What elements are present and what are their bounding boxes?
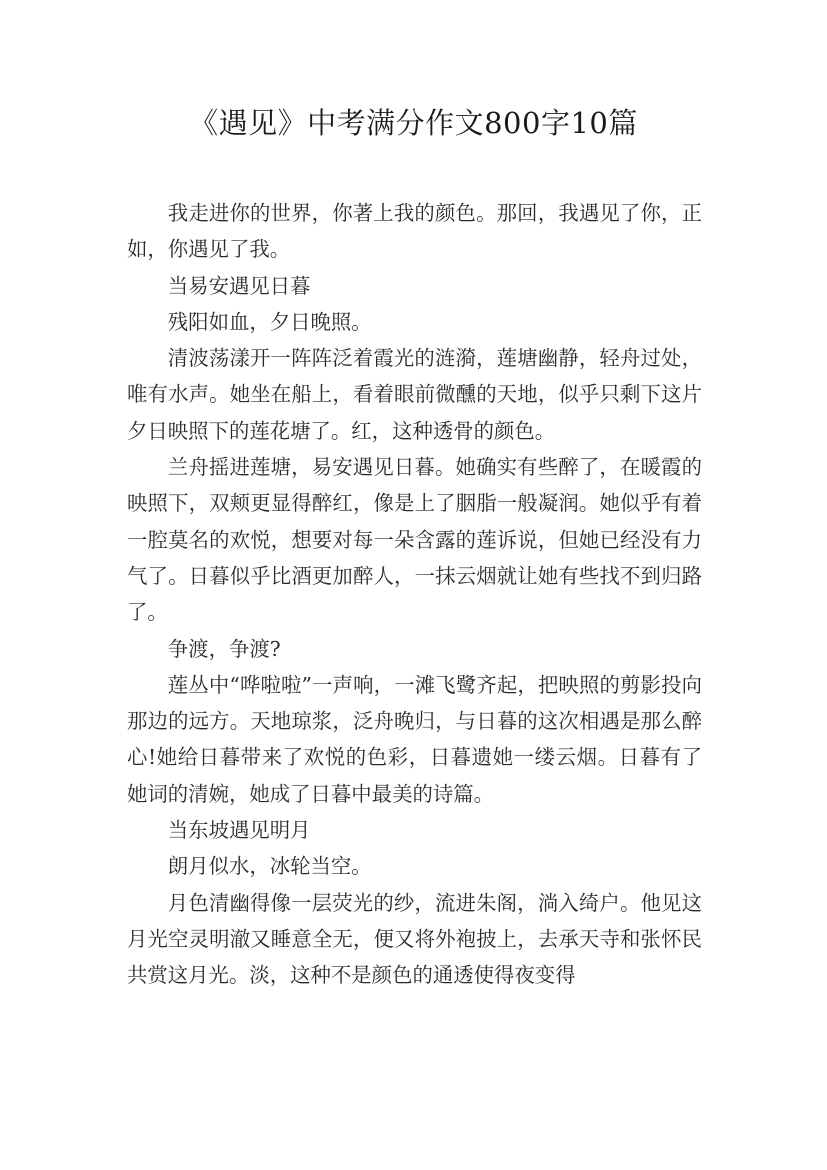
document-title: 《遇见》中考满分作文800字10篇 [189,106,638,140]
section-heading: 当东坡遇见明月 [167,818,311,843]
paragraph: 残阳如血，夕日晚照。 [167,309,372,334]
section-heading: 当易安遇见日暮 [167,273,311,298]
paragraph: 月色清幽得像一层荧光的纱，流进朱阁，淌入绮户。他见这月光空灵明澈又睡意全无，便又将外袍披上，去承天寺和张怀民共赏这月光。淡，这种不是颜色的通透使得夜变得 [127,890,702,988]
paragraph: 莲丛中“哗啦啦”一声响，一滩飞鹭齐起，把映照的剪影投向那边的远方。天地琼浆，泛舟晚归，与日暮的这次相遇是那么醉心!她给日暮带来了欢悦的色彩，日暮遗她一缕云烟。日暮有了她词的清婉，她成了日暮中最美的诗篇。 [127,672,702,806]
paragraph: 争渡，争渡? [167,636,281,661]
document-body [127,195,702,994]
paragraph: 我走进你的世界，你著上我的颜色。那回，我遇见了你，正如，你遇见了我。 [127,201,702,262]
paragraph: 兰舟摇进莲塘，易安遇见日暮。她确实有些醉了，在暖霞的映照下，双颊更显得醉红，像是上了胭脂一般凝润。她似乎有着一腔莫名的欢悦，想要对每一朵含露的莲诉说，但她已经没有力气了。日暮似乎比酒更加醉人，一抹云烟就让她有些找不到归路了。 [127,455,702,625]
paragraph: 清波荡漾开一阵阵泛着霞光的涟漪，莲塘幽静，轻舟过处，唯有水声。她坐在船上，看着眼前微醺的天地，似乎只剩下这片夕日映照下的莲花塘了。红，这种透骨的颜色。 [127,346,702,443]
paragraph: 朗月似水，冰轮当空。 [167,854,372,879]
